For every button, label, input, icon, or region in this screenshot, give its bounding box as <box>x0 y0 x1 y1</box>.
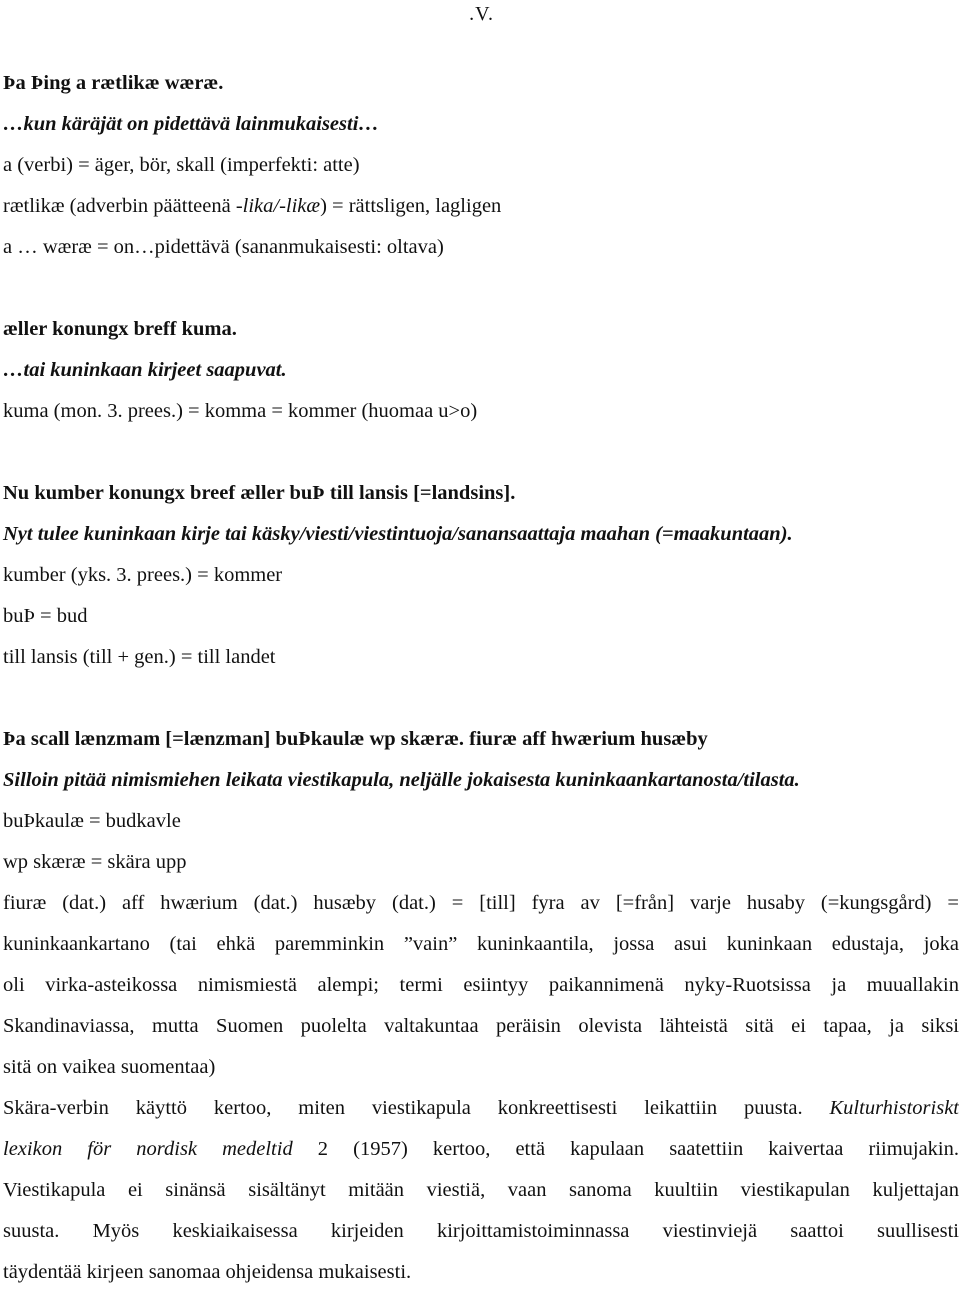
section2-heading: æller konungx breff kuma. <box>3 318 237 340</box>
note-italic-suffix: -lika/-likæ <box>235 195 321 217</box>
section3-heading: Nu kumber konungx breef æller buÞ till lansis [=landsins]. <box>3 482 516 504</box>
section3-translation: Nyt tulee kuninkaan kirje tai käsky/viesti/viestintuoja/sanansaattaja maahan (=maakuntaan). <box>3 523 793 545</box>
spacer <box>3 268 959 309</box>
section4-note-2: wp skæræ = skära upp <box>3 851 187 873</box>
paragraph-line: kuninkaankartano (tai ehkä paremminkin ”vain” kuninkaantila, jossa asui kuninkaan edustaja, joka <box>3 933 959 955</box>
paragraph2-line-3: Viestikapula ei sinänsä sisältänyt mitään viestiä, vaan sanoma kuultiin viestikapulan kuljettajan <box>3 1179 959 1201</box>
section2-note-1: kuma (mon. 3. prees.) = komma = kommer (huomaa u>o) <box>3 400 478 422</box>
section4-translation: Silloin pitää nimismiehen leikata viestikapula, neljälle jokaisesta kuninkaankartanosta/tilasta. <box>3 769 800 791</box>
text: 2 (1957) kertoo, että kapulaan saatettiin kaivertaa riimujakin. <box>317 1138 959 1160</box>
section2-translation: …tai kuninkaan kirjeet saapuvat. <box>3 359 287 381</box>
section3-note-3: till lansis (till + gen.) = till landet <box>3 646 276 668</box>
section1-note-3: a … wæræ = on…pidettävä (sananmukaisesti: oltava) <box>3 236 444 258</box>
section4-note-1: buÞkaulæ = budkavle <box>3 810 181 832</box>
page-number: .V. <box>469 3 494 25</box>
paragraph2-line-5: täydentää kirjeen sanomaa ohjeidensa mukaisesti. <box>3 1261 412 1283</box>
section1-translation: …kun käräjät on pidettävä lainmukaisesti… <box>3 113 379 135</box>
section3-note-1: kumber (yks. 3. prees.) = kommer <box>3 564 283 586</box>
paragraph-line: Skandinaviassa, mutta Suomen puolelta valtakuntaa peräisin olevista lähteistä sitä ei tapaa, ja siksi <box>3 1015 959 1037</box>
spacer <box>3 432 959 473</box>
spacer <box>3 678 959 719</box>
paragraph2-line-4: suusta. Myös keskiaikaisessa kirjeiden kirjoittamistoiminnassa viestinviejä saattoi suullisesti <box>3 1220 959 1242</box>
section1-note-2 <box>3 186 959 227</box>
paragraph2-line-1 <box>3 1088 959 1129</box>
paragraph-line: fiuræ (dat.) aff hwærium (dat.) husæby (dat.) = [till] fyra av [=från] varje husaby (=kungsgård) = <box>3 892 959 914</box>
paragraph-line: oli virka-asteikossa nimismiestä alempi; termi esiintyy paikannimenä nyky-Ruotsissa ja muuallakin <box>3 974 959 996</box>
document-body <box>3 63 959 1293</box>
book-title-part: Kulturhistoriskt <box>829 1097 959 1119</box>
section1-heading: Þa Þing a rætlikæ wæræ. <box>3 72 224 94</box>
note-text: ) = rättsligen, lagligen <box>320 195 502 217</box>
paragraph2-line-2 <box>3 1129 959 1170</box>
section4-heading: Þa scall lænzmam [=lænzman] buÞkaulæ wp skæræ. fiuræ aff hwærium husæby <box>3 728 708 750</box>
paragraph-line: sitä on vaikea suomentaa) <box>3 1056 216 1078</box>
book-title-part: lexikon för nordisk medeltid <box>3 1138 293 1160</box>
text: Skära-verbin käyttö kertoo, miten viestikapula konkreettisesti leikattiin puusta. <box>3 1097 803 1119</box>
section3-note-2: buÞ = bud <box>3 605 88 627</box>
note-text: rætlikæ (adverbin päätteenä <box>3 195 236 217</box>
section1-note-1: a (verbi) = äger, bör, skall (imperfekti: atte) <box>3 154 360 176</box>
